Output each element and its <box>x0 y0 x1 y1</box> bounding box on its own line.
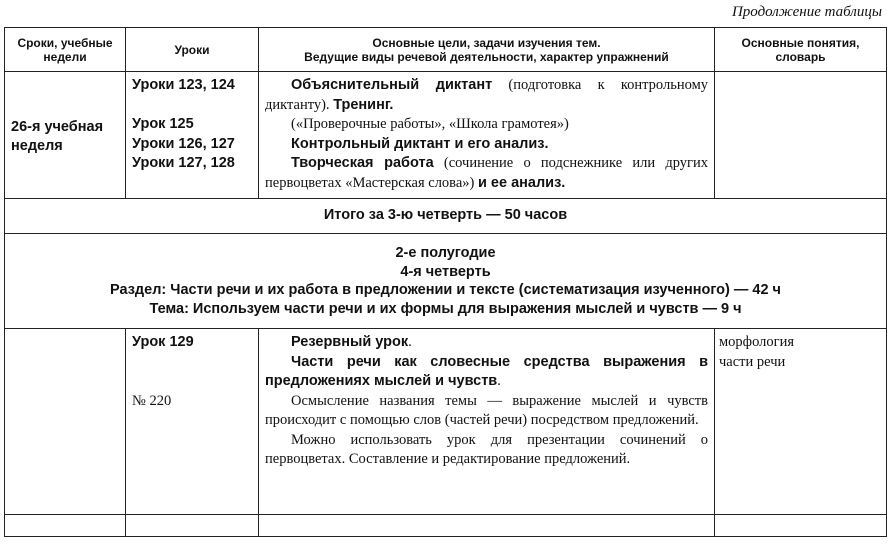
lesson129-goal-presentation: Можно использовать урок для презентации сочинений о первоцветах. Составление и редактирование предложений. <box>265 431 708 467</box>
header-goals <box>259 28 715 72</box>
lesson129-goal-reserve: Резервный урок. <box>291 334 412 350</box>
curriculum-table <box>4 27 887 537</box>
week26-goal-control: Контрольный диктант и его анализ. <box>291 135 549 152</box>
table-row-continuation <box>5 515 887 537</box>
section-razdel: Раздел: Части речи и их работа в предложении и тексте (систематизация изученного) — 42 ч <box>110 282 781 298</box>
table-row-total <box>5 199 887 234</box>
week26-cell <box>5 72 126 199</box>
header-goals-line1: Основные цели, задачи изучения тем. <box>372 35 601 50</box>
total-hours: Итого за 3-ю четверть — 50 часов <box>323 207 568 224</box>
header-lessons: Уроки <box>126 28 259 72</box>
week26-goal-creative <box>265 154 708 193</box>
section-cell <box>5 234 887 329</box>
week26-goal-dictation-text: (подготовка к контрольному диктанту). <box>265 77 708 113</box>
lesson129-goal-meaning: Осмысление названия темы — выражение мыслей и чувств происходит с помощью слов (частей речи) посредством предложений. <box>265 392 708 428</box>
header-concepts: Основные понятия, словарь <box>715 28 887 72</box>
lesson129-concepts-cell <box>715 329 887 515</box>
concept-morphology: морфология <box>719 334 794 350</box>
week26-goal-creative-text: (сочинение о подснежнике или других первоцветах «Мастерская слова») <box>265 155 709 191</box>
week26-goal-training: Тренинг. <box>333 96 394 113</box>
lessons-123-124: Уроки 123, 124 <box>132 77 235 93</box>
lesson-129: Урок 129 <box>132 334 194 350</box>
lessons-127-128: Уроки 127, 128 <box>132 155 235 171</box>
lesson-125: Урок 125 <box>132 116 194 132</box>
week26-goal-dictation <box>265 76 708 115</box>
semester-title: 2-е полугодие <box>395 245 496 261</box>
week26-goal-dictation-title: Объяснительный диктант <box>291 77 493 93</box>
lesson129-goals-cell <box>259 329 715 515</box>
quarter-title: 4-я четверть <box>400 263 491 280</box>
exercise-number: № 220 <box>132 392 172 409</box>
table-header-row <box>5 28 887 72</box>
table-row-week26 <box>5 72 887 199</box>
week26-goal-creative-analysis: и ее анализ. <box>477 174 566 191</box>
header-weeks: Сроки, учебные недели <box>5 28 126 72</box>
section-tema: Тема: Используем части речи и их формы для выражения мыслей и чувств — 9 ч <box>149 300 742 317</box>
total-cell <box>5 199 887 234</box>
week26-label: 26-я учебная неделя <box>11 118 104 154</box>
concept-parts-of-speech: части речи <box>719 353 786 370</box>
table-continuation-caption: Продолжение таблицы <box>731 4 882 20</box>
week26-goal-workbooks: («Проверочные работы», «Школа грамотея») <box>291 116 569 132</box>
lesson129-goal-parts-title: Части речи как словесные средства выражения в предложениях мыслей и чувств <box>265 353 708 389</box>
lesson129-goal-reserve-title: Резервный урок <box>291 334 409 350</box>
lesson129-goal-parts: Части речи как словесные средства выражения в предложениях мыслей и чувств. <box>265 353 708 389</box>
lessons-126-127: Уроки 126, 127 <box>132 135 235 152</box>
lesson129-week-cell <box>5 329 126 515</box>
table-row-lesson129 <box>5 329 887 515</box>
week26-lessons-cell <box>126 72 259 199</box>
header-goals-line2: Ведущие виды речевой деятельности, характер упражнений <box>304 49 669 64</box>
week26-goals-cell <box>259 72 715 199</box>
week26-goal-creative-title: Творческая работа <box>291 155 434 171</box>
week26-concepts-cell <box>715 72 887 199</box>
table-row-section <box>5 234 887 329</box>
lesson129-lessons-cell <box>126 329 259 515</box>
